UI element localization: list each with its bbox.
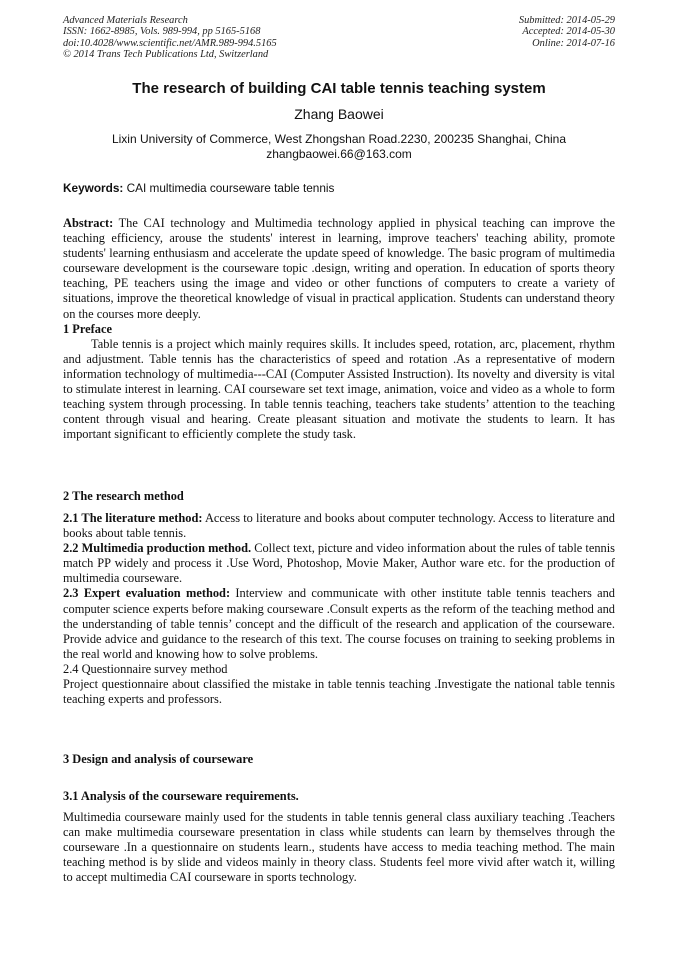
section-2-3 xyxy=(63,586,615,661)
affiliation-block xyxy=(40,132,638,162)
copyright-line: © 2014 Trans Tech Publications Ltd, Switzerland xyxy=(63,48,269,60)
keywords-text: CAI multimedia courseware table tennis xyxy=(123,181,335,195)
submitted-date: Submitted: 2014-05-29 xyxy=(518,15,615,26)
affiliation: Lixin University of Commerce, West Zhongshan Road.2230, 200235 Shanghai, China xyxy=(111,132,567,146)
author-name: Zhang Baowei xyxy=(294,106,384,122)
section-2-3-text: Interview and communicate with other institute table tennis teachers and computer science experts before making courseware .Consult experts as the reform of the teaching method and the understanding of table tennis’ concept and the difficult of the research and application of the courseware. Provide advice and guidance to the research of this text. The course focuses on training to seeking problems in the real world and knowing how to solve problems. xyxy=(63,586,615,661)
section-3-1-heading: 3.1 Analysis of the courseware requirements. xyxy=(63,789,299,803)
section-3-heading: 3 Design and analysis of courseware xyxy=(63,752,254,766)
abstract xyxy=(63,216,615,322)
abstract-text: The CAI technology and Multimedia technology applied in physical teaching can improve the teaching efficiency, arouse the students' interest in learning, improve teachers' teaching ability, promote students' learning enthusiasm and accelerate the update speed of knowledge. The basic program of multimedia courseware development is the courseware topic .design, writing and operation. In education of sports theory teaching, PE teachers using the image and video or other functions of computers to create a variety of situations, improve the theoretical knowledge of visual in practical application. Students can understand theory on the courses more deeply. xyxy=(63,216,615,321)
preface-text: Table tennis is a project which mainly requires skills. It includes speed, rotation, arc, placement, rhythm and adjustment. Table tennis has the characteristics of speed and rotation .As a representative of modern information technology of multimedia---CAI (Computer Assisted Instruction). Its novelty and diversity is vital to stimulate interest in learning. CAI courseware set text image, animation, voice and video as a whole to form teaching system through processing. In table tennis teaching, teachers take students’ attention to the teaching content through visual and hearing. Create pleasant situation and motivate the students to learn. It has important significant to efficiently complete the study task. xyxy=(63,336,615,442)
email: zhangbaowei.66@163.com xyxy=(266,147,412,161)
issn-line: ISSN: 1662-8985, Vols. 989-994, pp 5165-5168 xyxy=(63,26,261,38)
section-2-heading: 2 The research method xyxy=(63,489,184,503)
journal-name: Advanced Materials Research xyxy=(63,15,188,26)
preface-heading: 1 Preface xyxy=(63,321,112,336)
online-date: Online: 2014-07-16 xyxy=(532,37,615,49)
journal-info xyxy=(63,15,277,60)
section-2-2-text: Collect text, picture and video information about the rules of table tennis match PP widely and process it .Use Word, Photoshop, Movie Maker, Author ware etc. for the production of multimedia courseware. xyxy=(63,541,615,586)
section-2-1 xyxy=(63,511,615,541)
section-2-3-label: 2.3 Expert evaluation method: xyxy=(63,586,231,601)
section-2-2 xyxy=(63,541,615,586)
section-2-1-text: Access to literature and books about computer technology. Access to literature and books about table tennis. xyxy=(63,511,616,541)
keywords xyxy=(63,181,334,195)
section-3-body xyxy=(63,810,615,885)
section-2-body xyxy=(63,511,615,707)
paper-title: The research of building CAI table tennis teaching system xyxy=(132,80,546,97)
section-2-2-label: 2.2 Multimedia production method. xyxy=(63,541,252,556)
dates-info xyxy=(519,15,615,49)
section-2-4-text: Project questionnaire about classified the mistake in table tennis teaching .Investigate the national table tennis teaching experts and professors. xyxy=(63,677,615,707)
accepted-date: Accepted: 2014-05-30 xyxy=(522,26,615,38)
abstract-and-preface xyxy=(63,216,615,442)
doi-line: doi:10.4028/www.scientific.net/AMR.989-994.5165 xyxy=(63,37,277,49)
section-2-4-heading: 2.4 Questionnaire survey method xyxy=(63,661,228,676)
section-3-1-text: Multimedia courseware mainly used for the students in table tennis general class auxiliary teaching .Teachers can make multimedia courseware presentation in class while students can learn by themselves through the courseware .In a questionnaire on students learn., students have access to media teaching method. The main teaching method is by slide and videos mainly in theory class. Students feel more vivid after watch it, willing to accept multimedia CAI courseware in sports technology. xyxy=(63,810,615,885)
section-2-1-label: 2.1 The literature method: xyxy=(63,511,203,525)
abstract-label: Abstract: xyxy=(63,216,114,230)
keywords-label: Keywords: xyxy=(63,181,124,195)
